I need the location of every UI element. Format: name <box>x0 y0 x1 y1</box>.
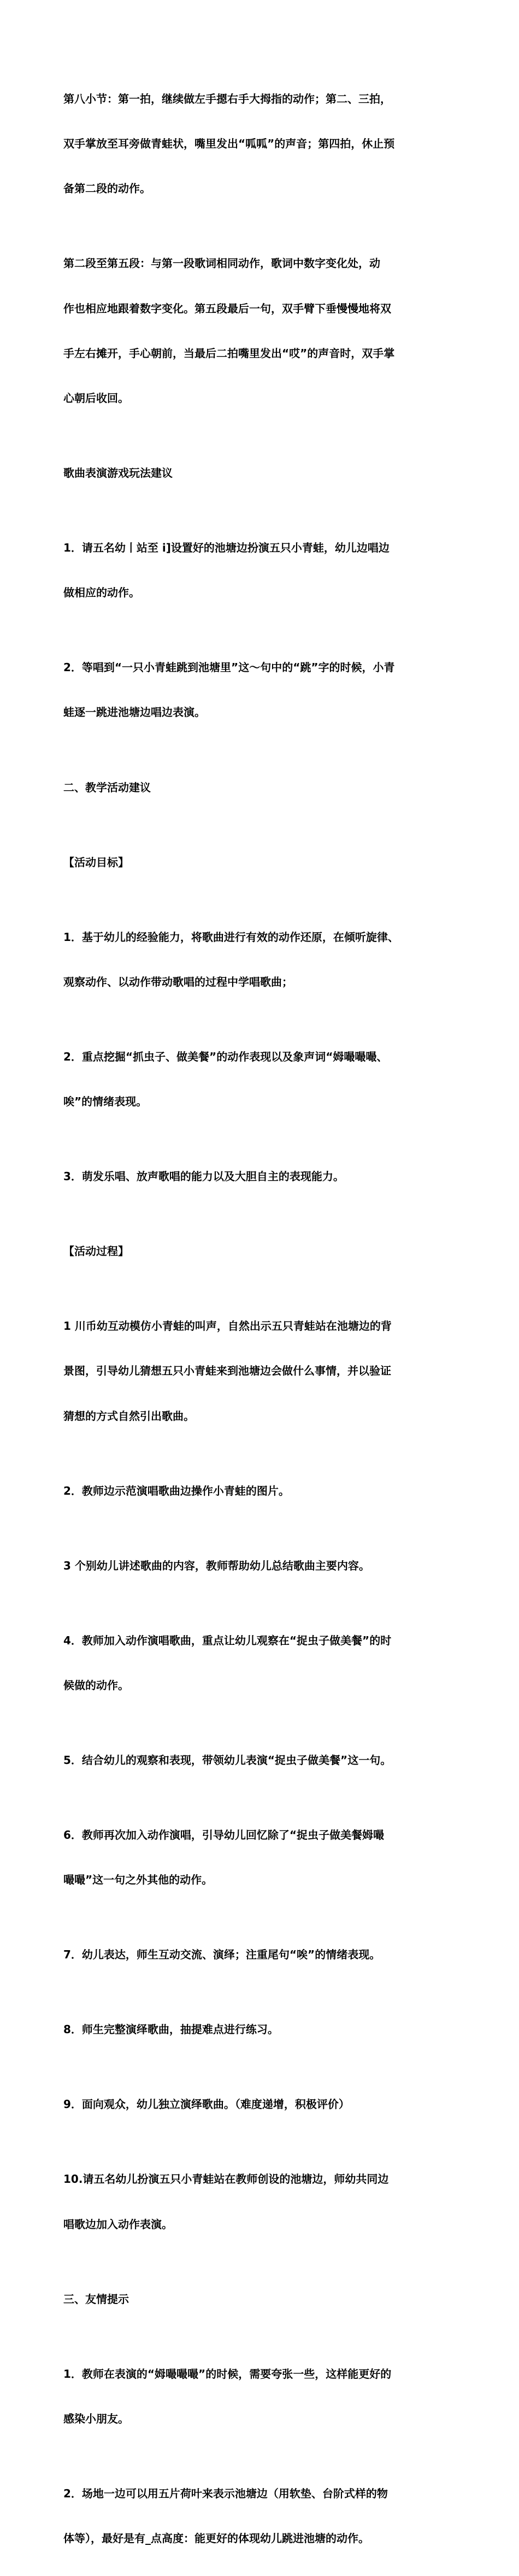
text-line: 蛙逐一跳进池塘边唱边表演。 <box>63 706 205 719</box>
text-line: 1 川币幼互动模仿小青蛙的叫声，自然出示五只青蛙站在池塘边的背 <box>63 1319 392 1333</box>
list-item-game-2 <box>63 630 457 750</box>
text-line: 1．基于幼儿的经验能力，将歌曲进行有效的动作还原，在倾听旋律、 <box>63 930 399 944</box>
text-line: 3 个别幼儿讲述歌曲的内容，教师帮助幼儿总结歌曲主要内容。 <box>63 1559 370 1572</box>
text-line: 唱歌边加入动作表演。 <box>63 2217 173 2231</box>
text-line: 体等），最好是有_点高度：能更好的体现幼儿跳进池塘的动作。 <box>63 2532 369 2545</box>
paragraph-sections-2-5 <box>63 226 457 436</box>
list-item-process-6 <box>63 1798 457 1917</box>
list-item-goal-2 <box>63 1020 457 1139</box>
paragraph-section-8 <box>63 62 457 226</box>
list-item-process-7 <box>63 1917 457 1992</box>
text-line: 做相应的动作。 <box>63 586 140 600</box>
heading-activity-goals <box>63 825 457 900</box>
list-item-process-10 <box>63 2142 457 2261</box>
text-line: 1．教师在表演的“姆嘬嘬嘬”的时候，需要夸张一些，这样能更好的 <box>63 2367 392 2380</box>
text-line: 第二段至第五段：与第一段歌词相同动作，歌词中数字变化处，动 <box>63 257 380 270</box>
text-line: 备第二段的动作。 <box>63 182 151 196</box>
text-line: 10.请五名幼儿扮演五只小青蛙站在教师创设的池塘边，师幼共同边 <box>63 2172 389 2186</box>
text-line: 第八小节：第一拍，继续做左手摁右手大拇指的动作；第二、三拍， <box>63 92 391 105</box>
text-line: 2．场地一边可以用五片荷叶来表示池塘边（用软垫、台阶式样的物 <box>63 2486 388 2500</box>
list-item-process-8 <box>63 1992 457 2067</box>
list-item-process-9 <box>63 2067 457 2142</box>
heading-teaching-suggestions <box>63 750 457 825</box>
section-heading: 歌曲表演游戏玩法建议 <box>63 466 173 479</box>
text-line: 6．教师再次加入动作演唱，引导幼儿回忆除了“捉虫子做美餐姆嘬 <box>63 1828 385 1841</box>
heading-game-suggestions <box>63 436 457 511</box>
text-line: 2．教师边示范演唱歌曲边操作小青蛙的图片。 <box>63 1484 290 1497</box>
text-line: 7．幼儿表达，师生互动交流、演绎；注重尾句“唉”的情绪表现。 <box>63 1948 381 1962</box>
text-line: 2．等唱到“一只小青蛙跳到池塘里”这～句中的“跳”字的时候，小青 <box>63 661 395 674</box>
text-line: 作也相应地跟着数字变化。第五段最后一句，双手臂下垂慢慢地将双 <box>63 301 391 315</box>
text-line: 观察动作、以动作带动歌唱的过程中学唱歌曲； <box>63 975 293 988</box>
list-item-process-4 <box>63 1603 457 1723</box>
text-line: 感染小朋友。 <box>63 2412 129 2425</box>
text-line: 候做的动作。 <box>63 1678 129 1692</box>
text-line: 心朝后收回。 <box>63 391 129 405</box>
text-line: 5．结合幼儿的观察和表现，带领幼儿表演“捉虫子做美餐”这一句。 <box>63 1753 392 1767</box>
text-line: 3．萌发乐唱、放声歌唱的能力以及大胆自主的表现能力。 <box>63 1170 344 1183</box>
section-heading: 二、教学活动建议 <box>63 780 151 794</box>
text-line: 双手掌放至耳旁做青蛙状，嘴里发出“呱呱”的声音；第四拍，休止预 <box>63 137 395 151</box>
list-item-goal-1 <box>63 900 457 1020</box>
heading-friendly-tips <box>63 2262 457 2337</box>
text-line: 猜想的方式自然引出歌曲。 <box>63 1409 194 1423</box>
text-line: 唉”的情绪表现。 <box>63 1095 148 1109</box>
list-item-goal-3 <box>63 1139 457 1214</box>
subsection-heading: 【活动过程】 <box>63 1245 129 1258</box>
text-line: 8．师生完整演绎歌曲，抽提难点进行练习。 <box>63 2023 279 2036</box>
document-body <box>63 62 457 2576</box>
list-item-process-5 <box>63 1723 457 1798</box>
text-line: 9．面向观众，幼儿独立演绎歌曲。（难度递增，积极评价） <box>63 2098 350 2111</box>
text-line: 4．教师加入动作演唱歌曲，重点让幼儿观察在“捉虫子做美餐”的时 <box>63 1633 392 1647</box>
text-line: 嘬嘬”这一句之外其他的动作。 <box>63 1873 213 1887</box>
list-item-tip-2 <box>63 2456 457 2576</box>
list-item-game-1 <box>63 511 457 630</box>
section-heading: 三、友情提示 <box>63 2292 129 2306</box>
text-line: 1．请五名幼丨站至 i]设置好的池塘边扮演五只小青蛙，幼儿边唱边 <box>63 541 390 554</box>
heading-activity-process <box>63 1214 457 1289</box>
list-item-process-1 <box>63 1289 457 1453</box>
subsection-heading: 【活动目标】 <box>63 855 129 869</box>
list-item-process-3 <box>63 1529 457 1603</box>
list-item-tip-1 <box>63 2337 457 2456</box>
text-line: 手左右摊开，手心朝前，当最后二拍嘴里发出“哎”的声音时，双手掌 <box>63 346 395 360</box>
text-line: 2．重点挖掘“抓虫子、做美餐”的动作表现以及象声词“姆嘬嘬嘬、 <box>63 1050 388 1063</box>
text-line: 景图，引导幼儿猜想五只小青蛙来到池塘边会做什么事情，并以验证 <box>63 1364 391 1378</box>
list-item-process-2 <box>63 1454 457 1529</box>
